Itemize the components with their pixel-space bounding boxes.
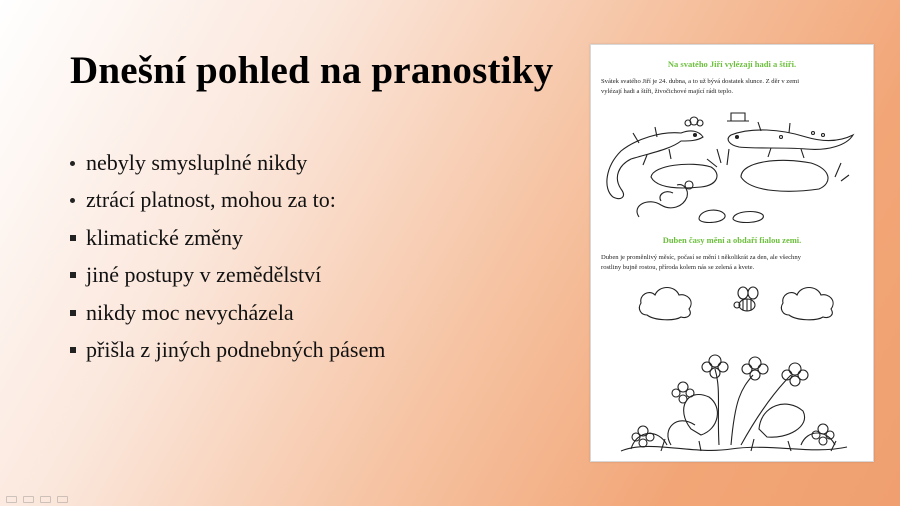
- worksheet-text-line: vylézají hadi a štíři, živočichové mající rádi teplo.: [601, 88, 734, 95]
- bullet-item: jiné postupy v zemědělství: [70, 257, 385, 295]
- worksheet-text-line: rostliny bujně rostou, příroda kolem nás se zelená a kvete.: [601, 264, 755, 271]
- bullet-item: ztrácí platnost, mohou za to:: [70, 182, 385, 220]
- bullet-list: [70, 144, 385, 369]
- worksheet-image: [590, 44, 874, 462]
- worksheet-heading: Na svatého Jiří vylézají hadi a štíři.: [667, 59, 797, 69]
- violets-illustration: [591, 279, 873, 459]
- bullet-item: přišla z jiných podnebných pásem: [70, 332, 385, 370]
- bullet-item: nebyly smysluplné nikdy: [70, 144, 385, 182]
- next-slide-icon[interactable]: [57, 496, 68, 503]
- bullet-square-icon: [70, 225, 86, 251]
- slides-menu-icon[interactable]: [40, 496, 51, 503]
- worksheet-text-line: Duben je proměnlivý měsíc, počasí se mění i několikrát za den, ale všechny: [601, 254, 801, 261]
- bullet-dot-icon: [70, 150, 86, 176]
- bullet-item: nikdy moc nevycházela: [70, 294, 385, 332]
- pen-icon[interactable]: [23, 496, 34, 503]
- prev-slide-icon[interactable]: [6, 496, 17, 503]
- bullet-square-icon: [70, 300, 86, 326]
- worksheet-text-line: Svátek svatého Jiří je 24. dubna, a to už bývá dostatek slunce. Z děr v zemi: [601, 78, 800, 85]
- bullet-square-icon: [70, 262, 86, 288]
- bullet-item: klimatické změny: [70, 219, 385, 257]
- bullet-dot-icon: [70, 187, 86, 213]
- worksheet-heading: Duben časy mění a obdaří fialou zemi.: [662, 235, 802, 245]
- salamanders-illustration: [591, 101, 873, 225]
- slide-title: Dnešní pohled na pranostiky: [70, 49, 554, 92]
- slideshow-nav-controls[interactable]: [6, 490, 76, 500]
- bullet-square-icon: [70, 337, 86, 363]
